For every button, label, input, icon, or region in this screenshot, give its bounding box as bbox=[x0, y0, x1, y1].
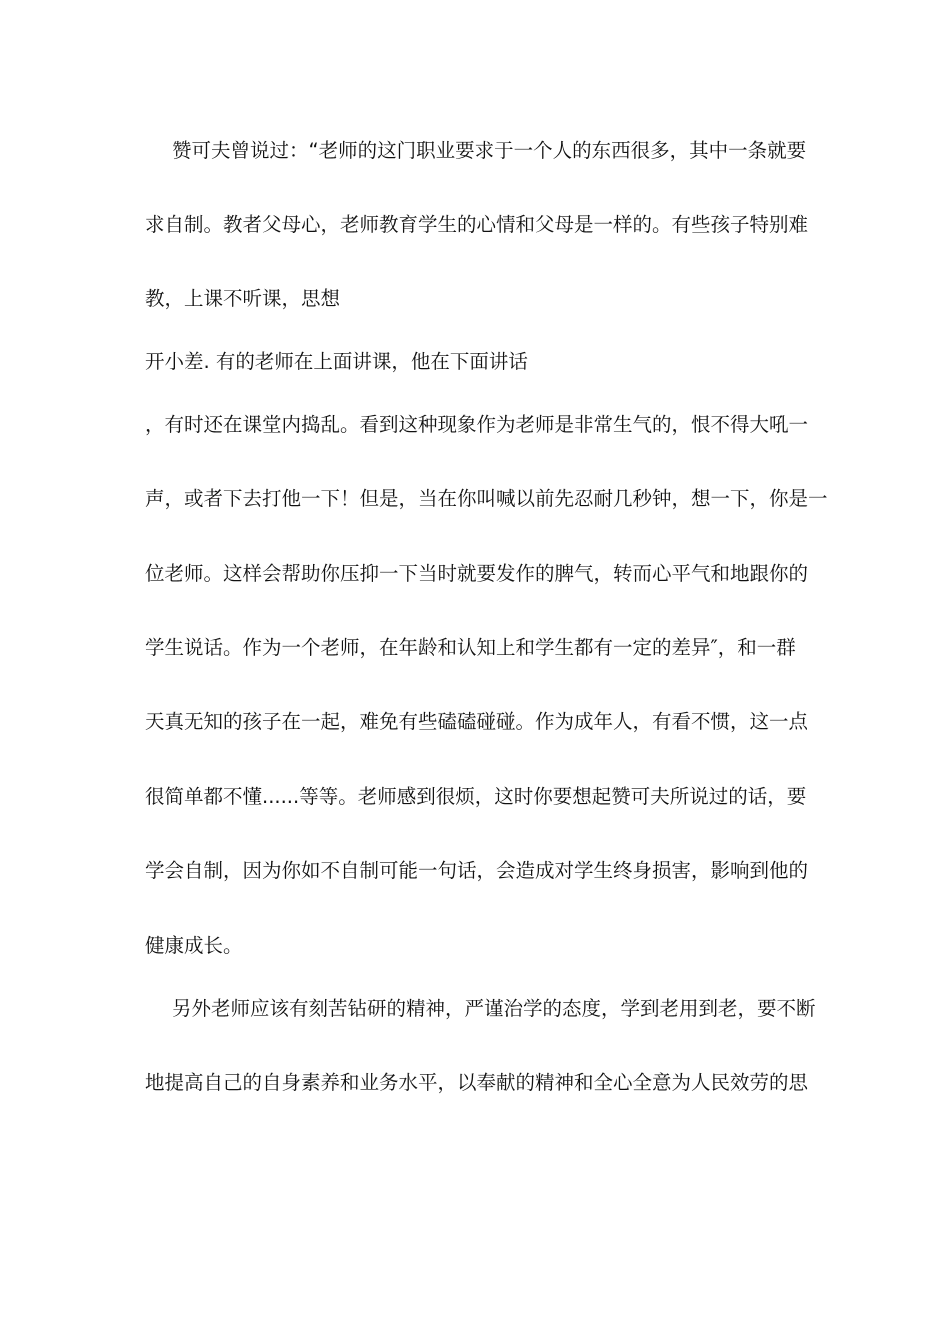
paragraph-1-line-12: 健康成长。 bbox=[145, 934, 243, 957]
paragraph-1-line-5: ，有时还在课堂内捣乱。看到这种现象作为老师是非常生气的，恨不得大吼一 bbox=[145, 413, 809, 436]
paragraph-1-line-1: 赞可夫曾说过：“老师的这门职业要求于一个人的东西很多，其中一条就要 bbox=[172, 139, 807, 162]
paragraph-1-line-9: 天真无知的孩子在一起，难免有些磕磕碰碰。作为成年人，有看不惯，这一点 bbox=[145, 710, 809, 733]
paragraph-2-line-1: 另外老师应该有刻苦钻研的精神，严谨治学的态度，学到老用到老，要不断 bbox=[172, 997, 816, 1020]
paragraph-1-line-3: 教，上课不听课，思想 bbox=[145, 287, 341, 310]
paragraph-2-line-2: 地提高自己的自身素养和业务水平，以奉献的精神和全心全意为人民效劳的思 bbox=[145, 1071, 809, 1094]
paragraph-1-line-10: 很简单都不懂......等等。老师感到很烦，这时你要想起赞可夫所说过的话，要 bbox=[145, 785, 807, 808]
paragraph-1-line-2: 求自制。教者父母心，老师教育学生的心情和父母是一样的。有些孩子特别难 bbox=[145, 213, 809, 236]
paragraph-1-line-11: 学会自制，因为你如不自制可能一句话，会造成对学生终身损害，影响到他的 bbox=[145, 859, 809, 882]
paragraph-1-line-4: 开小差. 有的老师在上面讲课，他在下面讲话 bbox=[145, 350, 528, 373]
paragraph-1-line-8: 学生说话。作为一个老师，在年龄和认知上和学生都有一定的差异″，和一群 bbox=[145, 636, 796, 659]
paragraph-1-line-6: 声，或者下去打他一下！但是，当在你叫喊以前先忍耐几秒钟，想一下，你是一 bbox=[145, 487, 828, 510]
paragraph-1-line-7: 位老师。这样会帮助你压抑一下当时就要发作的脾气，转而心平气和地跟你的 bbox=[145, 562, 809, 585]
